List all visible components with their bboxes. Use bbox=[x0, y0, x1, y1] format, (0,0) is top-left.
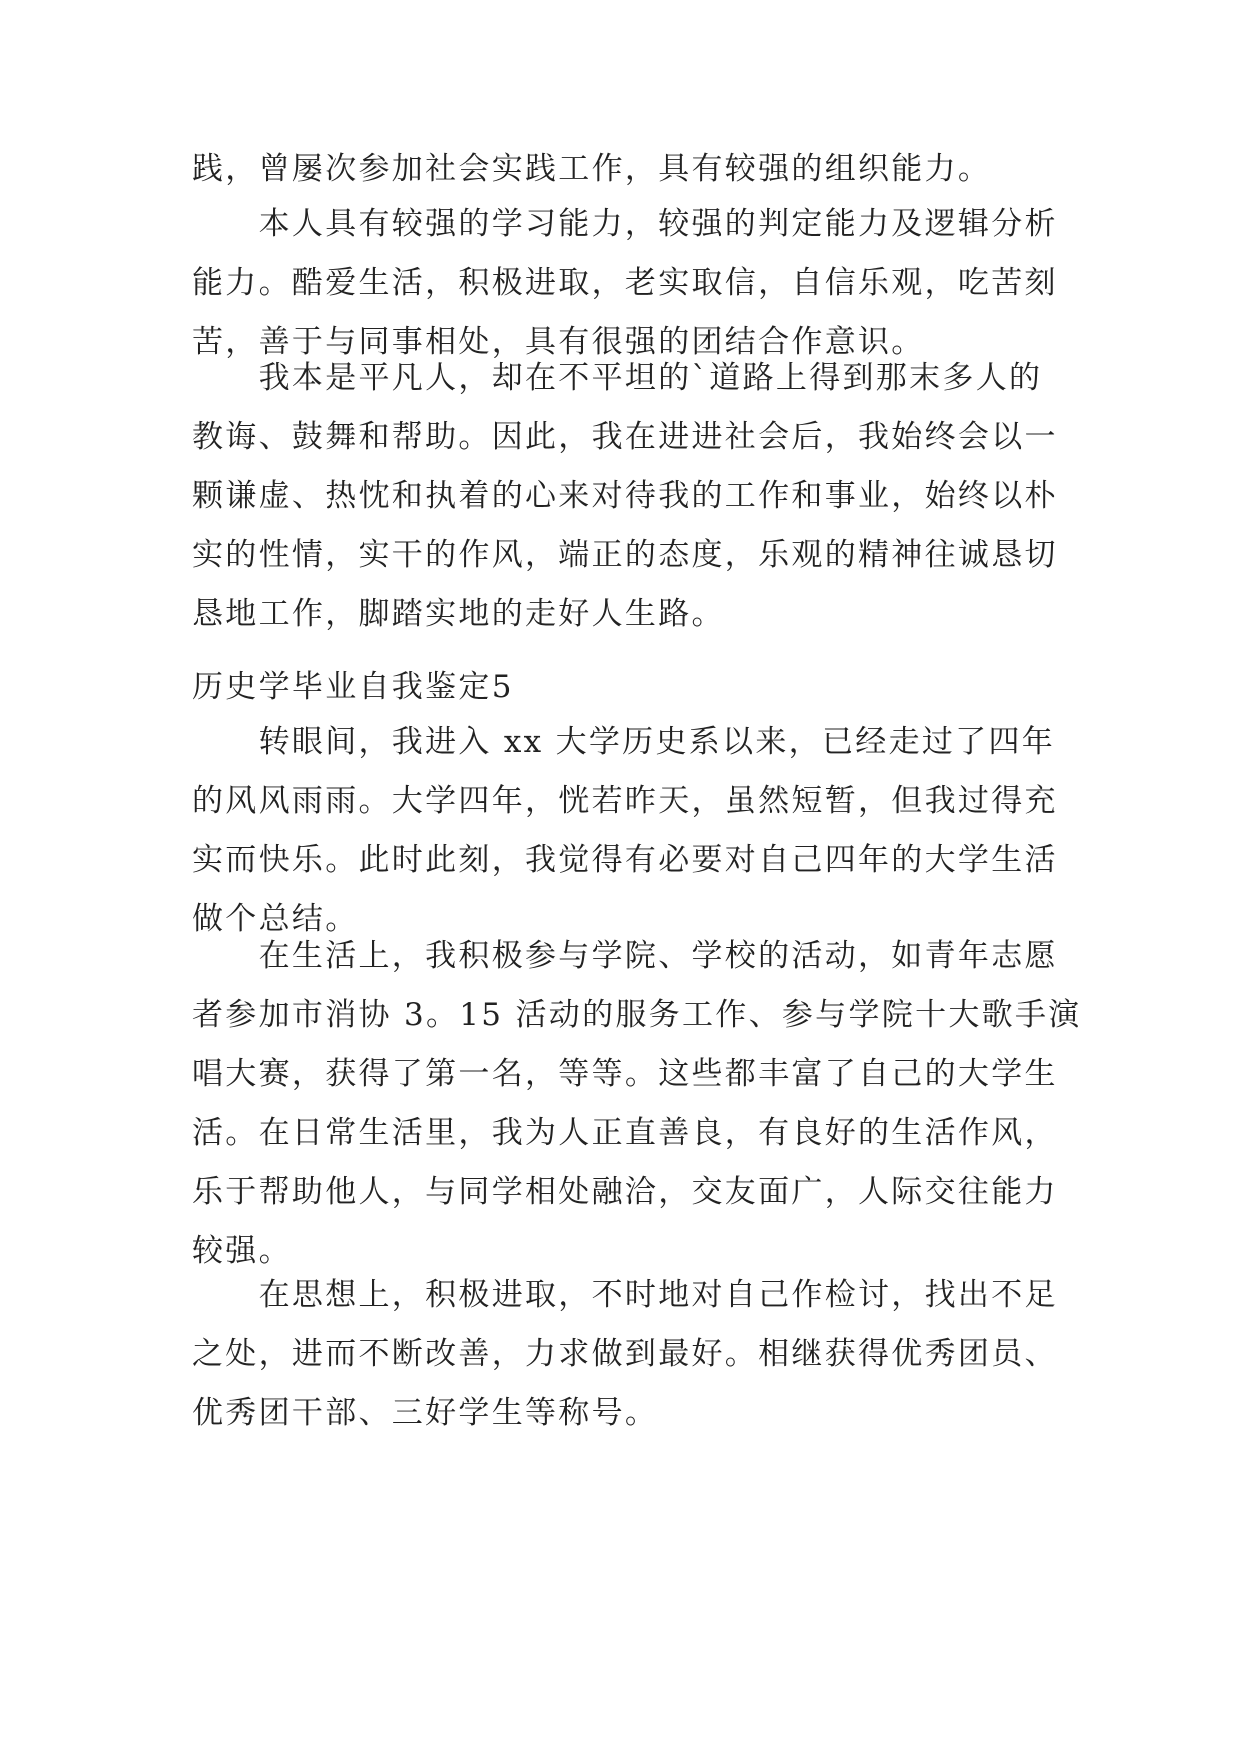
text-line: 颗谦虚、热忱和执着的心来对待我的工作和事业，始终以朴 bbox=[192, 478, 1058, 514]
text-line: 在生活上，我积极参与学院、学校的活动，如青年志愿 bbox=[192, 938, 1058, 974]
text-line: 实而快乐。此时此刻，我觉得有必要对自己四年的大学生活 bbox=[192, 842, 1058, 878]
paragraph-attitude bbox=[192, 349, 1058, 644]
text-line: 转眼间，我进入 xx 大学历史系以来，已经走过了四年 bbox=[192, 724, 1056, 760]
text-line: 之处，进而不断改善，力求做到最好。相继获得优秀团员、 bbox=[192, 1336, 1058, 1372]
text-line: 做个总结。 bbox=[192, 901, 359, 937]
section-heading: 历史学毕业自我鉴定5 bbox=[192, 669, 514, 705]
text-line: 践，曾屡次参加社会实践工作，具有较强的组织能力。 bbox=[192, 151, 992, 187]
paragraph-abilities bbox=[192, 195, 1058, 372]
text-line: 优秀团干部、三好学生等称号。 bbox=[192, 1395, 659, 1431]
text-line: 较强。 bbox=[192, 1233, 292, 1269]
paragraph-life bbox=[192, 927, 1082, 1281]
text-line: 恳地工作，脚踏实地的走好人生路。 bbox=[192, 596, 725, 632]
text-line: 教诲、鼓舞和帮助。因此，我在进进社会后，我始终会以一 bbox=[192, 419, 1058, 455]
text-line: 唱大赛，获得了第一名，等等。这些都丰富了自己的大学生 bbox=[192, 1056, 1058, 1092]
text-line: 乐于帮助他人，与同学相处融洽，交友面广，人际交往能力 bbox=[192, 1174, 1058, 1210]
paragraph-practice-tail bbox=[192, 140, 1052, 199]
paragraph-thought bbox=[192, 1266, 1058, 1443]
text-line: 苦，善于与同事相处，具有很强的团结合作意识。 bbox=[192, 324, 925, 360]
paragraph-introduction bbox=[192, 713, 1058, 949]
text-line: 者参加市消协 3。15 活动的服务工作、参与学院十大歌手演 bbox=[192, 997, 1082, 1033]
text-line: 活。在日常生活里，我为人正直善良，有良好的生活作风， bbox=[192, 1115, 1058, 1151]
text-line: 能力。酷爱生活，积极进取，老实取信，自信乐观，吃苦刻 bbox=[192, 265, 1058, 301]
text-line: 的风风雨雨。大学四年，恍若昨天，虽然短暂，但我过得充 bbox=[192, 783, 1058, 819]
text-line: 在思想上，积极进取，不时地对自己作检讨，找出不足 bbox=[192, 1277, 1058, 1313]
text-line: 本人具有较强的学习能力，较强的判定能力及逻辑分析 bbox=[192, 206, 1058, 242]
text-line: 实的性情，实干的作风，端正的态度，乐观的精神往诚恳切 bbox=[192, 537, 1058, 573]
text-line: 我本是平凡人，却在不平坦的`道路上得到那末多人的 bbox=[192, 360, 1043, 396]
